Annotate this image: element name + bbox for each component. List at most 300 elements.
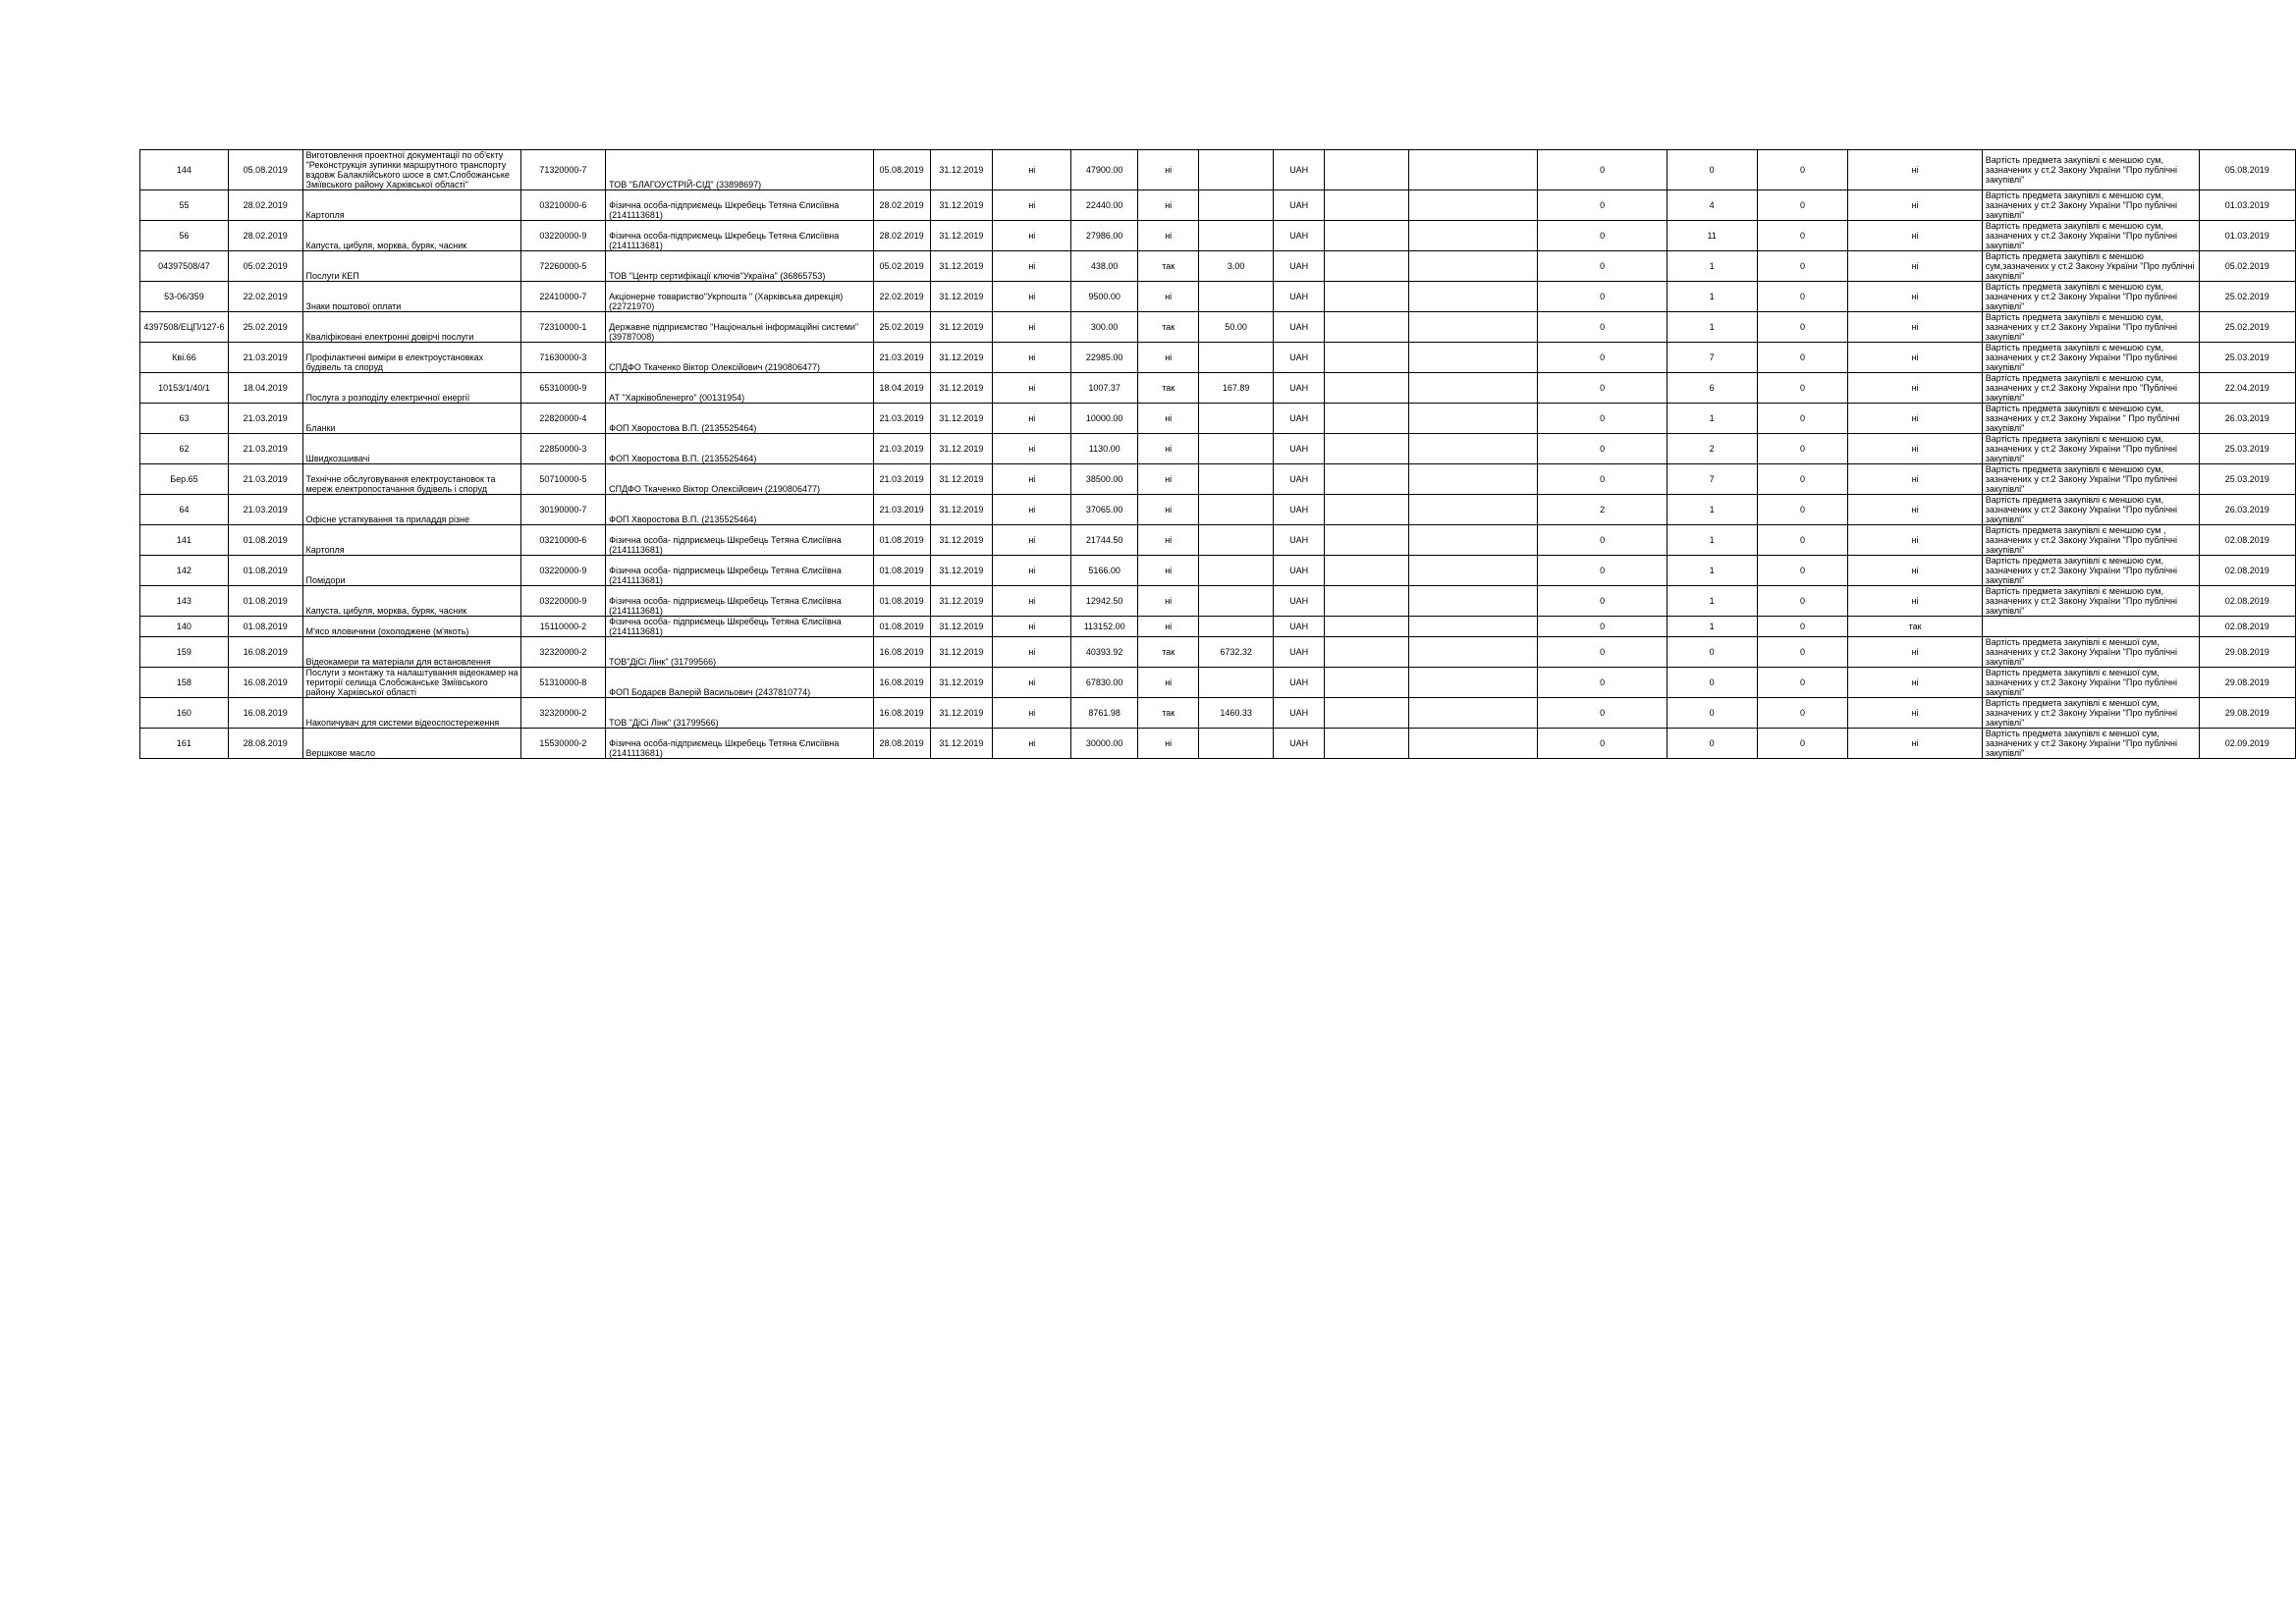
- cell-empty-extra: [1409, 637, 1538, 668]
- cell-contract-number: Кві.66: [140, 343, 229, 373]
- cell-vat-flag: ні: [1138, 556, 1199, 586]
- cell-flag-a: ні: [993, 464, 1071, 495]
- cell-count-a: 0: [1538, 698, 1667, 729]
- cell-amount: 8761.98: [1071, 698, 1138, 729]
- cell-end-date: 31.12.2019: [930, 434, 993, 464]
- cell-publication-date: 22.04.2019: [2199, 373, 2295, 404]
- cell-amount: 438.00: [1071, 251, 1138, 282]
- cell-end-date: 31.12.2019: [930, 251, 993, 282]
- cell-subject: Кваліфіковані електронні довірчі послуги: [302, 312, 520, 343]
- cell-supplier: ФОП Хворостова В.П. (2135525464): [606, 495, 873, 525]
- cell-publication-date: 26.03.2019: [2199, 404, 2295, 434]
- cell-count-c: 0: [1757, 221, 1848, 251]
- cell-empty: [1325, 190, 1409, 221]
- cell-contract-date: 28.08.2019: [228, 729, 302, 759]
- cell-flag-a: ні: [993, 637, 1071, 668]
- cell-empty: [1325, 150, 1409, 190]
- cell-flag-a: ні: [993, 434, 1071, 464]
- cell-count-c: 0: [1757, 617, 1848, 637]
- cell-currency: UAH: [1273, 637, 1325, 668]
- cell-start-date: 21.03.2019: [873, 464, 930, 495]
- cell-start-date: 16.08.2019: [873, 698, 930, 729]
- cell-cpv-code: 51310000-8: [520, 668, 606, 698]
- cell-count-a: 0: [1538, 586, 1667, 617]
- cell-currency: UAH: [1273, 464, 1325, 495]
- cell-end-date: 31.12.2019: [930, 698, 993, 729]
- cell-start-date: 28.08.2019: [873, 729, 930, 759]
- cell-empty-extra: [1409, 282, 1538, 312]
- cell-count-b: 6: [1667, 373, 1757, 404]
- cell-subject: М'ясо яловичини (охолоджене (м'якоть): [302, 617, 520, 637]
- cell-vat-flag: ні: [1138, 282, 1199, 312]
- cell-supplier: ФОП Хворостова В.П. (2135525464): [606, 404, 873, 434]
- cell-vat-amount: [1199, 525, 1273, 556]
- cell-note: Вартість предмета закупівлі є меншою сум, зазначених у ст.2 Закону України "Про публічні закупівлі": [1982, 190, 2199, 221]
- cell-empty: [1325, 251, 1409, 282]
- cell-note: Вартість предмета закупівлі є меншої сум, зазначених у ст.2 Закону України "Про публічні закупівлі": [1982, 698, 2199, 729]
- cell-vat-flag: так: [1138, 251, 1199, 282]
- cell-vat-amount: [1199, 150, 1273, 190]
- cell-start-date: 01.08.2019: [873, 617, 930, 637]
- cell-vat-amount: [1199, 729, 1273, 759]
- cell-end-date: 31.12.2019: [930, 556, 993, 586]
- cell-contract-date: 01.08.2019: [228, 525, 302, 556]
- cell-flag-a: ні: [993, 525, 1071, 556]
- cell-flag-b: ні: [1848, 343, 1982, 373]
- cell-cpv-code: 72260000-5: [520, 251, 606, 282]
- cell-publication-date: 29.08.2019: [2199, 668, 2295, 698]
- cell-vat-flag: ні: [1138, 404, 1199, 434]
- table-row: [140, 373, 2296, 404]
- cell-currency: UAH: [1273, 617, 1325, 637]
- cell-count-a: 0: [1538, 343, 1667, 373]
- cell-empty: [1325, 404, 1409, 434]
- cell-flag-b: ні: [1848, 404, 1982, 434]
- cell-cpv-code: 15110000-2: [520, 617, 606, 637]
- cell-count-a: 0: [1538, 251, 1667, 282]
- cell-count-c: 0: [1757, 668, 1848, 698]
- table-row: [140, 221, 2296, 251]
- cell-count-a: 0: [1538, 373, 1667, 404]
- cell-end-date: 31.12.2019: [930, 221, 993, 251]
- cell-empty-extra: [1409, 373, 1538, 404]
- cell-currency: UAH: [1273, 698, 1325, 729]
- cell-vat-amount: [1199, 343, 1273, 373]
- cell-publication-date: 05.08.2019: [2199, 150, 2295, 190]
- cell-start-date: 01.08.2019: [873, 586, 930, 617]
- cell-currency: UAH: [1273, 668, 1325, 698]
- cell-note: Вартість предмета закупівлі є меншою сум, зазначених у ст.2 Закону України "Про публічні закупівлі": [1982, 221, 2199, 251]
- cell-amount: 300.00: [1071, 312, 1138, 343]
- cell-note: Вартість предмета закупівлі є меншою сум, зазначених у ст.2 Закону України "Про публічні закупівлі": [1982, 556, 2199, 586]
- cell-empty: [1325, 729, 1409, 759]
- cell-count-c: 0: [1757, 190, 1848, 221]
- cell-supplier: ТОВ "БЛАГОУСТРІЙ-СІД" (33898697): [606, 150, 873, 190]
- cell-flag-a: ні: [993, 586, 1071, 617]
- cell-count-b: 1: [1667, 404, 1757, 434]
- cell-contract-date: 28.02.2019: [228, 221, 302, 251]
- cell-count-c: 0: [1757, 464, 1848, 495]
- table-row: [140, 637, 2296, 668]
- cell-flag-a: ні: [993, 495, 1071, 525]
- cell-subject: Офісне устаткування та приладдя різне: [302, 495, 520, 525]
- cell-publication-date: 25.02.2019: [2199, 282, 2295, 312]
- cell-contract-date: 05.08.2019: [228, 150, 302, 190]
- cell-start-date: 28.02.2019: [873, 190, 930, 221]
- cell-count-b: 0: [1667, 150, 1757, 190]
- cell-subject: Помідори: [302, 556, 520, 586]
- cell-cpv-code: 65310000-9: [520, 373, 606, 404]
- cell-empty-extra: [1409, 586, 1538, 617]
- cell-count-c: 0: [1757, 495, 1848, 525]
- cell-contract-date: 25.02.2019: [228, 312, 302, 343]
- cell-end-date: 31.12.2019: [930, 495, 993, 525]
- cell-vat-amount: 6732.32: [1199, 637, 1273, 668]
- cell-supplier: АТ "Харківобленерго" (00131954): [606, 373, 873, 404]
- cell-note: Вартість предмета закупівлі є меншою сум, зазначених у ст.2 Закону України "Про публічні закупівлі": [1982, 586, 2199, 617]
- cell-flag-b: ні: [1848, 190, 1982, 221]
- cell-count-c: 0: [1757, 312, 1848, 343]
- cell-subject: Послуга з розподілу електричної енергії: [302, 373, 520, 404]
- cell-cpv-code: 32320000-2: [520, 698, 606, 729]
- cell-contract-number: 53-06/359: [140, 282, 229, 312]
- cell-vat-amount: [1199, 495, 1273, 525]
- cell-currency: UAH: [1273, 251, 1325, 282]
- cell-start-date: 18.04.2019: [873, 373, 930, 404]
- cell-end-date: 31.12.2019: [930, 617, 993, 637]
- cell-amount: 1007.37: [1071, 373, 1138, 404]
- cell-subject: Знаки поштової оплати: [302, 282, 520, 312]
- cell-start-date: 21.03.2019: [873, 434, 930, 464]
- table-row: [140, 190, 2296, 221]
- cell-vat-amount: [1199, 190, 1273, 221]
- cell-contract-number: 63: [140, 404, 229, 434]
- cell-flag-b: ні: [1848, 495, 1982, 525]
- cell-count-a: 0: [1538, 221, 1667, 251]
- cell-empty-extra: [1409, 404, 1538, 434]
- cell-amount: 22985.00: [1071, 343, 1138, 373]
- cell-empty: [1325, 312, 1409, 343]
- cell-vat-amount: 3.00: [1199, 251, 1273, 282]
- cell-contract-number: 142: [140, 556, 229, 586]
- cell-cpv-code: 32320000-2: [520, 637, 606, 668]
- cell-currency: UAH: [1273, 343, 1325, 373]
- cell-note: Вартість предмета закупівлі є меншою сум, зазначених у ст.2 Закону України "Про публічні закупівлі": [1982, 495, 2199, 525]
- cell-flag-a: ні: [993, 729, 1071, 759]
- cell-flag-a: ні: [993, 282, 1071, 312]
- cell-count-c: 0: [1757, 404, 1848, 434]
- cell-empty: [1325, 637, 1409, 668]
- cell-contract-date: 18.04.2019: [228, 373, 302, 404]
- table-row: [140, 150, 2296, 190]
- cell-count-b: 0: [1667, 637, 1757, 668]
- cell-count-a: 0: [1538, 282, 1667, 312]
- cell-empty-extra: [1409, 343, 1538, 373]
- cell-note: Вартість предмета закупівлі є меншою сум, зазначених у ст.2 Закону України "Про публічні закупівлі": [1982, 434, 2199, 464]
- cell-vat-flag: ні: [1138, 729, 1199, 759]
- cell-amount: 27986.00: [1071, 221, 1138, 251]
- cell-contract-number: 143: [140, 586, 229, 617]
- cell-empty-extra: [1409, 698, 1538, 729]
- cell-publication-date: 29.08.2019: [2199, 637, 2295, 668]
- cell-amount: 37065.00: [1071, 495, 1138, 525]
- cell-publication-date: 25.03.2019: [2199, 464, 2295, 495]
- cell-amount: 9500.00: [1071, 282, 1138, 312]
- cell-end-date: 31.12.2019: [930, 637, 993, 668]
- cell-start-date: 22.02.2019: [873, 282, 930, 312]
- cell-count-c: 0: [1757, 282, 1848, 312]
- cell-note: Вартість предмета закупівлі є меншою сум, зазначених у ст.2 Закону України про "Публічні закупівлі": [1982, 373, 2199, 404]
- cell-empty: [1325, 373, 1409, 404]
- cell-currency: UAH: [1273, 495, 1325, 525]
- cell-contract-date: 21.03.2019: [228, 495, 302, 525]
- cell-flag-a: ні: [993, 556, 1071, 586]
- cell-start-date: 25.02.2019: [873, 312, 930, 343]
- cell-count-c: 0: [1757, 150, 1848, 190]
- cell-vat-amount: 50.00: [1199, 312, 1273, 343]
- cell-vat-amount: [1199, 434, 1273, 464]
- cell-count-c: 0: [1757, 586, 1848, 617]
- table-row: [140, 525, 2296, 556]
- cell-publication-date: 25.03.2019: [2199, 434, 2295, 464]
- cell-supplier: ТОВ "Центр сертифікації ключів"Україна" (36865753): [606, 251, 873, 282]
- cell-count-a: 0: [1538, 617, 1667, 637]
- cell-subject: Профілактичні виміри в електроустановках будівель та споруд: [302, 343, 520, 373]
- cell-count-b: 1: [1667, 586, 1757, 617]
- cell-empty-extra: [1409, 312, 1538, 343]
- cell-start-date: 05.08.2019: [873, 150, 930, 190]
- cell-end-date: 31.12.2019: [930, 668, 993, 698]
- table-row: [140, 343, 2296, 373]
- cell-currency: UAH: [1273, 221, 1325, 251]
- cell-currency: UAH: [1273, 729, 1325, 759]
- cell-contract-number: 56: [140, 221, 229, 251]
- cell-flag-a: ні: [993, 373, 1071, 404]
- cell-cpv-code: 15530000-2: [520, 729, 606, 759]
- table-row: [140, 464, 2296, 495]
- cell-vat-flag: ні: [1138, 343, 1199, 373]
- cell-supplier: ТОВ "ДіСі Лінк" (31799566): [606, 698, 873, 729]
- cell-currency: UAH: [1273, 282, 1325, 312]
- cell-empty: [1325, 434, 1409, 464]
- cell-supplier: СПДФО Ткаченко Віктор Олексійович (2190806477): [606, 343, 873, 373]
- cell-empty-extra: [1409, 251, 1538, 282]
- cell-vat-flag: ні: [1138, 495, 1199, 525]
- cell-count-c: 0: [1757, 251, 1848, 282]
- cell-empty: [1325, 525, 1409, 556]
- cell-flag-b: ні: [1848, 150, 1982, 190]
- table-row: [140, 404, 2296, 434]
- cell-empty-extra: [1409, 525, 1538, 556]
- cell-start-date: 21.03.2019: [873, 495, 930, 525]
- cell-supplier: СПДФО Ткаченко Віктор Олексійович (2190806477): [606, 464, 873, 495]
- cell-supplier: Фізична особа- підприємець Шкребець Тетяна Єлисіївна (2141113681): [606, 617, 873, 637]
- cell-supplier: ТОВ"ДіСі Лінк" (31799566): [606, 637, 873, 668]
- cell-flag-a: ні: [993, 404, 1071, 434]
- cell-cpv-code: 71630000-3: [520, 343, 606, 373]
- cell-flag-a: ні: [993, 617, 1071, 637]
- cell-contract-number: 141: [140, 525, 229, 556]
- cell-amount: 10000.00: [1071, 404, 1138, 434]
- cell-subject: Відеокамери та матеріали для встановлення: [302, 637, 520, 668]
- cell-vat-flag: ні: [1138, 668, 1199, 698]
- cell-amount: 67830.00: [1071, 668, 1138, 698]
- cell-flag-b: ні: [1848, 698, 1982, 729]
- cell-publication-date: 02.08.2019: [2199, 586, 2295, 617]
- cell-note: Вартість предмета закупівлі є меншою сум , зазначених у ст.2 Закону України "Про публічні закупівлі": [1982, 525, 2199, 556]
- cell-contract-number: 160: [140, 698, 229, 729]
- cell-publication-date: 25.02.2019: [2199, 312, 2295, 343]
- cell-supplier: Фізична особа- підприємець Шкребець Тетяна Єлисіївна (2141113681): [606, 556, 873, 586]
- cell-count-b: 0: [1667, 668, 1757, 698]
- cell-contract-number: Бер.65: [140, 464, 229, 495]
- cell-start-date: 16.08.2019: [873, 637, 930, 668]
- cell-count-b: 1: [1667, 617, 1757, 637]
- cell-empty-extra: [1409, 150, 1538, 190]
- cell-cpv-code: 03220000-9: [520, 221, 606, 251]
- cell-subject: Бланки: [302, 404, 520, 434]
- cell-flag-b: ні: [1848, 434, 1982, 464]
- cell-count-a: 0: [1538, 434, 1667, 464]
- cell-cpv-code: 03210000-6: [520, 190, 606, 221]
- cell-note: Вартість предмета закупівлі є меншої сум, зазначених у ст.2 Закону України "Про публічні закупівлі": [1982, 637, 2199, 668]
- cell-contract-date: 28.02.2019: [228, 190, 302, 221]
- cell-empty-extra: [1409, 190, 1538, 221]
- cell-contract-date: 16.08.2019: [228, 698, 302, 729]
- cell-subject: Виготовлення проектної документації по об'єкту "Реконструкція зупинки маршрутного транспорту вздовж Балаклійського шосе в смт.Слобожанське Зміївського району Харківської області": [302, 150, 520, 190]
- cell-contract-number: 144: [140, 150, 229, 190]
- cell-flag-b: ні: [1848, 312, 1982, 343]
- cell-vat-flag: так: [1138, 637, 1199, 668]
- cell-supplier: Фізична особа- підприємець Шкребець Тетяна Єлисіївна (2141113681): [606, 525, 873, 556]
- cell-flag-b: ні: [1848, 729, 1982, 759]
- cell-count-b: 1: [1667, 312, 1757, 343]
- cell-end-date: 31.12.2019: [930, 150, 993, 190]
- cell-empty-extra: [1409, 668, 1538, 698]
- cell-vat-flag: так: [1138, 373, 1199, 404]
- cell-flag-b: ні: [1848, 525, 1982, 556]
- cell-amount: 30000.00: [1071, 729, 1138, 759]
- cell-empty: [1325, 617, 1409, 637]
- cell-vat-amount: 1460.33: [1199, 698, 1273, 729]
- cell-currency: UAH: [1273, 556, 1325, 586]
- cell-empty: [1325, 282, 1409, 312]
- cell-amount: 12942.50: [1071, 586, 1138, 617]
- cell-end-date: 31.12.2019: [930, 282, 993, 312]
- cell-end-date: 31.12.2019: [930, 312, 993, 343]
- cell-currency: UAH: [1273, 434, 1325, 464]
- cell-contract-date: 05.02.2019: [228, 251, 302, 282]
- table-body: [140, 150, 2296, 759]
- cell-count-a: 0: [1538, 312, 1667, 343]
- cell-cpv-code: 03220000-9: [520, 586, 606, 617]
- cell-vat-amount: [1199, 282, 1273, 312]
- cell-subject: Швидкозшивачі: [302, 434, 520, 464]
- cell-subject: Капуста, цибуля, морква, буряк, часник: [302, 586, 520, 617]
- cell-contract-number: 159: [140, 637, 229, 668]
- cell-count-a: 0: [1538, 150, 1667, 190]
- cell-empty-extra: [1409, 617, 1538, 637]
- cell-subject: Послуги КЕП: [302, 251, 520, 282]
- cell-note: Вартість предмета закупівлі є меншою сум, зазначених у ст.2 Закону України " Про публічні закупівлі": [1982, 404, 2199, 434]
- cell-amount: 40393.92: [1071, 637, 1138, 668]
- cell-start-date: 01.08.2019: [873, 556, 930, 586]
- cell-flag-a: ні: [993, 150, 1071, 190]
- table-row: [140, 282, 2296, 312]
- cell-contract-date: 21.03.2019: [228, 343, 302, 373]
- cell-count-a: 0: [1538, 637, 1667, 668]
- cell-contract-date: 22.02.2019: [228, 282, 302, 312]
- table-row: [140, 495, 2296, 525]
- cell-supplier: Фізична особа-підприємець Шкребець Тетяна Єлисіївна (2141113681): [606, 729, 873, 759]
- cell-empty-extra: [1409, 495, 1538, 525]
- cell-currency: UAH: [1273, 312, 1325, 343]
- cell-count-a: 0: [1538, 729, 1667, 759]
- cell-start-date: 01.08.2019: [873, 525, 930, 556]
- cell-contract-date: 16.08.2019: [228, 668, 302, 698]
- cell-flag-b: ні: [1848, 668, 1982, 698]
- cell-contract-date: 21.03.2019: [228, 404, 302, 434]
- cell-vat-flag: так: [1138, 698, 1199, 729]
- cell-end-date: 31.12.2019: [930, 464, 993, 495]
- cell-count-b: 0: [1667, 729, 1757, 759]
- cell-publication-date: 01.03.2019: [2199, 190, 2295, 221]
- cell-contract-number: 158: [140, 668, 229, 698]
- cell-end-date: 31.12.2019: [930, 343, 993, 373]
- cell-flag-b: ні: [1848, 221, 1982, 251]
- cell-vat-flag: ні: [1138, 221, 1199, 251]
- cell-contract-date: 01.08.2019: [228, 556, 302, 586]
- cell-amount: 22440.00: [1071, 190, 1138, 221]
- cell-vat-flag: ні: [1138, 586, 1199, 617]
- cell-end-date: 31.12.2019: [930, 729, 993, 759]
- cell-count-a: 0: [1538, 404, 1667, 434]
- cell-end-date: 31.12.2019: [930, 373, 993, 404]
- cell-start-date: 05.02.2019: [873, 251, 930, 282]
- cell-subject: Картопля: [302, 190, 520, 221]
- cell-amount: 5166.00: [1071, 556, 1138, 586]
- cell-empty: [1325, 343, 1409, 373]
- cell-end-date: 31.12.2019: [930, 586, 993, 617]
- cell-flag-b: ні: [1848, 251, 1982, 282]
- cell-flag-a: ні: [993, 190, 1071, 221]
- cell-flag-b: ні: [1848, 586, 1982, 617]
- cell-cpv-code: 72310000-1: [520, 312, 606, 343]
- cell-vat-flag: ні: [1138, 150, 1199, 190]
- cell-currency: UAH: [1273, 404, 1325, 434]
- cell-publication-date: 02.08.2019: [2199, 525, 2295, 556]
- table-row: [140, 729, 2296, 759]
- cell-contract-date: 21.03.2019: [228, 434, 302, 464]
- cell-cpv-code: 30190000-7: [520, 495, 606, 525]
- cell-count-b: 1: [1667, 251, 1757, 282]
- table-row: [140, 312, 2296, 343]
- cell-supplier: Акціонерне товариство"Укрпошта " (Харківська дирекція) (22721970): [606, 282, 873, 312]
- cell-empty-extra: [1409, 729, 1538, 759]
- cell-count-b: 0: [1667, 698, 1757, 729]
- cell-note: [1982, 617, 2199, 637]
- cell-vat-amount: [1199, 556, 1273, 586]
- cell-subject: Вершкове масло: [302, 729, 520, 759]
- cell-contract-number: 55: [140, 190, 229, 221]
- cell-amount: 21744.50: [1071, 525, 1138, 556]
- cell-flag-a: ні: [993, 251, 1071, 282]
- table-row: [140, 617, 2296, 637]
- cell-contract-number: 04397508/47: [140, 251, 229, 282]
- cell-count-a: 0: [1538, 525, 1667, 556]
- cell-vat-flag: ні: [1138, 434, 1199, 464]
- cell-contract-number: 161: [140, 729, 229, 759]
